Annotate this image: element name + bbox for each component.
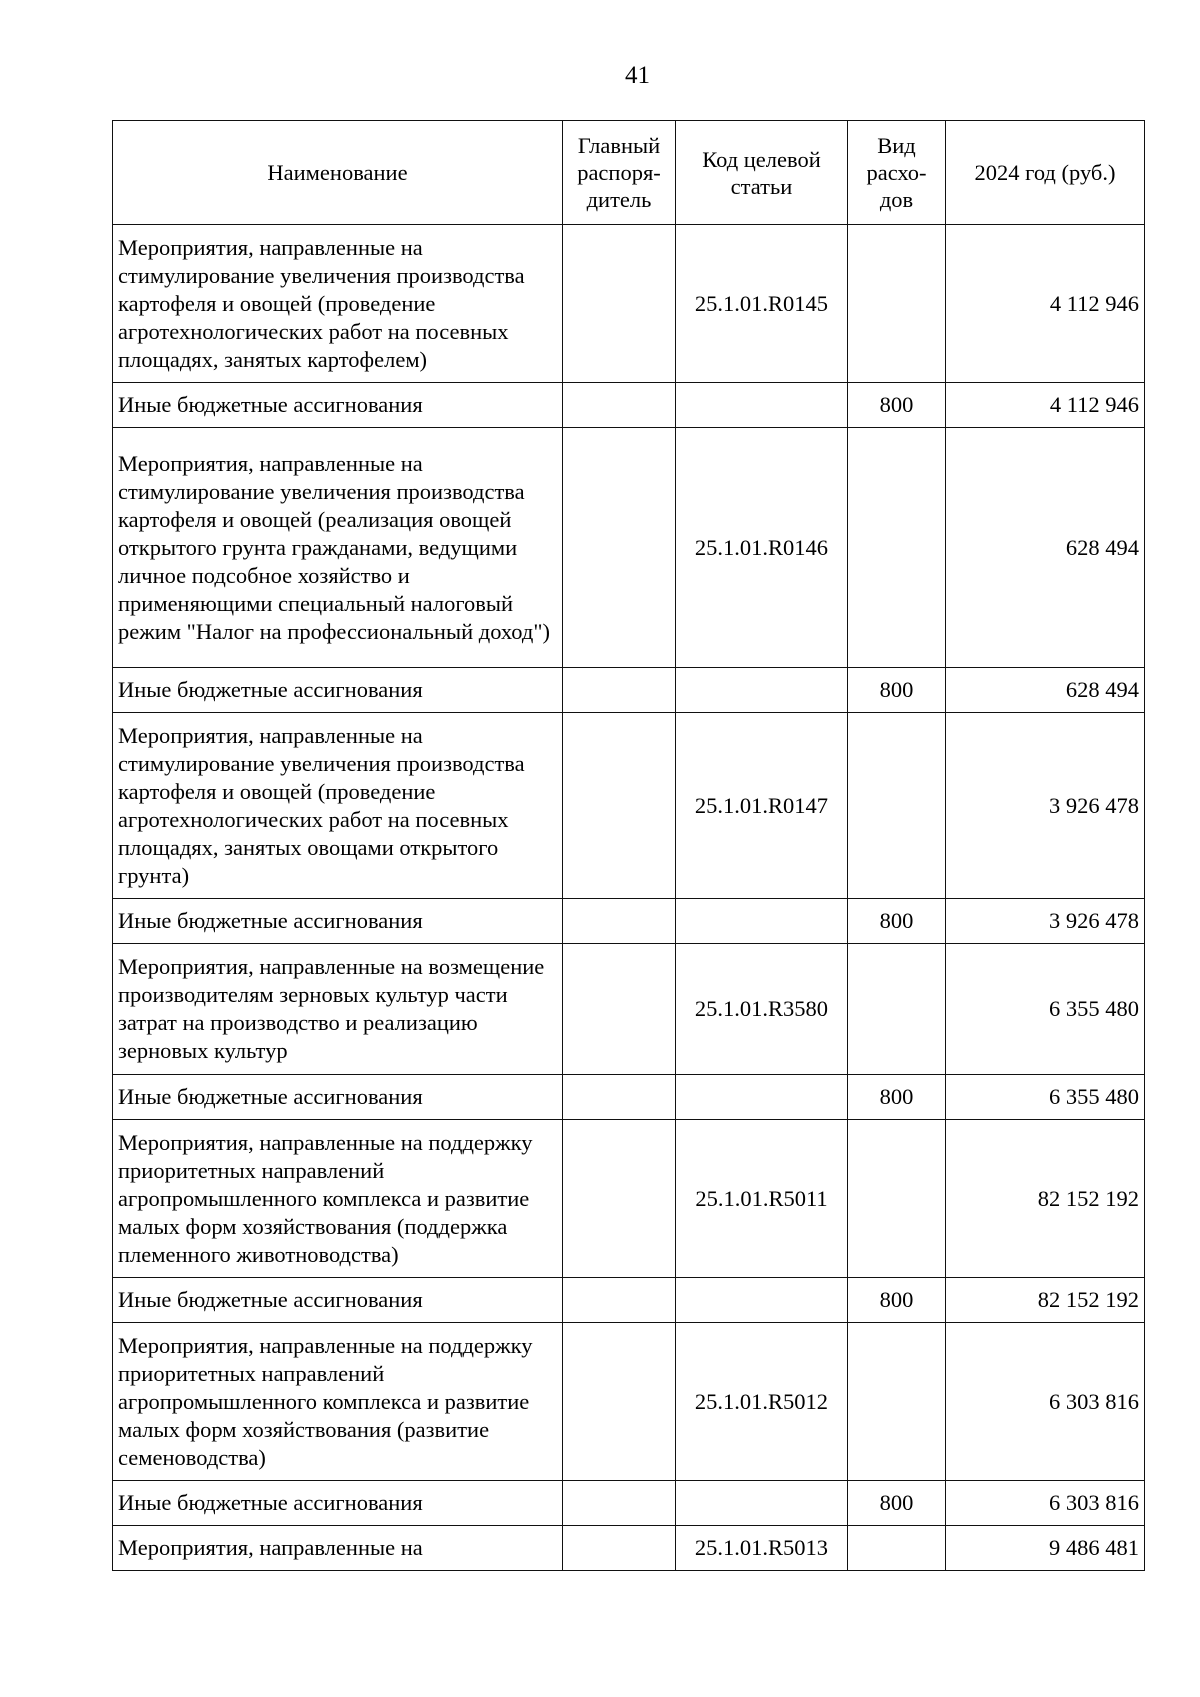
row-name: Иные бюджетные ассигнования [113, 668, 563, 713]
row-code [676, 1075, 848, 1120]
row-code: 25.1.01.R0146 [676, 428, 848, 668]
table-row [113, 1075, 1145, 1120]
row-manager [563, 944, 676, 1075]
row-amount: 6 355 480 [946, 1075, 1145, 1120]
row-amount: 4 112 946 [946, 225, 1145, 383]
header-code: Код целевой статьи [676, 121, 848, 225]
page-number: 41 [625, 62, 650, 89]
row-code: 25.1.01.R0145 [676, 225, 848, 383]
row-name: Иные бюджетные ассигнования [113, 383, 563, 428]
row-manager [563, 1075, 676, 1120]
header-manager: Главный распоря-дитель [563, 121, 676, 225]
row-name: Иные бюджетные ассигнования [113, 899, 563, 944]
row-amount: 3 926 478 [946, 899, 1145, 944]
table-row [113, 944, 1145, 1075]
row-name: Мероприятия, направленные на [113, 1526, 563, 1571]
row-amount: 3 926 478 [946, 713, 1145, 899]
row-manager [563, 713, 676, 899]
row-name: Мероприятия, направленные на стимулирование увеличения производства картофеля и овощей (проведение агротехнологических работ на посевных площадях, занятых овощами открытого грунта) [113, 713, 563, 899]
row-amount: 82 152 192 [946, 1278, 1145, 1323]
row-name: Мероприятия, направленные на стимулирование увеличения производства картофеля и овощей (проведение агротехнологических работ на посевных площадях, занятых картофелем) [113, 225, 563, 383]
table-row [113, 1526, 1145, 1571]
row-kind: 800 [848, 899, 946, 944]
row-manager [563, 1526, 676, 1571]
row-code: 25.1.01.R5012 [676, 1323, 848, 1481]
row-code [676, 1278, 848, 1323]
table-header-row [113, 121, 1145, 225]
row-kind: 800 [848, 1481, 946, 1526]
row-kind: 800 [848, 668, 946, 713]
row-name: Иные бюджетные ассигнования [113, 1075, 563, 1120]
budget-table [112, 120, 1145, 1571]
table-row [113, 1278, 1145, 1323]
row-code: 25.1.01.R0147 [676, 713, 848, 899]
row-kind [848, 1526, 946, 1571]
row-manager [563, 668, 676, 713]
row-amount: 9 486 481 [946, 1526, 1145, 1571]
row-manager [563, 383, 676, 428]
row-kind [848, 713, 946, 899]
row-manager [563, 1278, 676, 1323]
row-name: Мероприятия, направленные на стимулирование увеличения производства картофеля и овощей (реализация овощей открытого грунта гражданами, ведущими личное подсобное хозяйство и применяющими специальный налоговый режим "Налог на профессиональный доход") [113, 428, 563, 668]
row-name: Мероприятия, направленные на поддержку приоритетных направлений агропромышленного комплекса и развитие малых форм хозяйствования (развитие семеноводства) [113, 1323, 563, 1481]
row-manager [563, 1120, 676, 1278]
row-name: Мероприятия, направленные на поддержку приоритетных направлений агропромышленного комплекса и развитие малых форм хозяйствования (поддержка племенного животноводства) [113, 1120, 563, 1278]
row-kind [848, 428, 946, 668]
row-manager [563, 428, 676, 668]
header-name: Наименование [113, 121, 563, 225]
row-kind [848, 225, 946, 383]
row-kind: 800 [848, 1075, 946, 1120]
table-row [113, 428, 1145, 668]
row-amount: 628 494 [946, 668, 1145, 713]
table-row [113, 713, 1145, 899]
header-kind: Вид расхо-дов [848, 121, 946, 225]
row-code: 25.1.01.R3580 [676, 944, 848, 1075]
table-row [113, 1323, 1145, 1481]
row-manager [563, 1481, 676, 1526]
header-amount: 2024 год (руб.) [946, 121, 1145, 225]
row-code: 25.1.01.R5013 [676, 1526, 848, 1571]
row-amount: 6 303 816 [946, 1323, 1145, 1481]
row-code [676, 1481, 848, 1526]
row-code [676, 383, 848, 428]
row-code: 25.1.01.R5011 [676, 1120, 848, 1278]
table-row [113, 1481, 1145, 1526]
row-kind [848, 1120, 946, 1278]
row-code [676, 899, 848, 944]
table-row [113, 225, 1145, 383]
row-amount: 82 152 192 [946, 1120, 1145, 1278]
row-amount: 4 112 946 [946, 383, 1145, 428]
row-kind: 800 [848, 383, 946, 428]
row-kind [848, 1323, 946, 1481]
row-code [676, 668, 848, 713]
table-row [113, 668, 1145, 713]
row-amount: 628 494 [946, 428, 1145, 668]
row-kind: 800 [848, 1278, 946, 1323]
table-row [113, 1120, 1145, 1278]
row-amount: 6 303 816 [946, 1481, 1145, 1526]
row-manager [563, 225, 676, 383]
row-manager [563, 899, 676, 944]
row-name: Иные бюджетные ассигнования [113, 1481, 563, 1526]
row-amount: 6 355 480 [946, 944, 1145, 1075]
row-kind [848, 944, 946, 1075]
row-name: Мероприятия, направленные на возмещение производителям зерновых культур части затрат на производство и реализацию зерновых культур [113, 944, 563, 1075]
table-row [113, 899, 1145, 944]
row-manager [563, 1323, 676, 1481]
row-name: Иные бюджетные ассигнования [113, 1278, 563, 1323]
table-row [113, 383, 1145, 428]
